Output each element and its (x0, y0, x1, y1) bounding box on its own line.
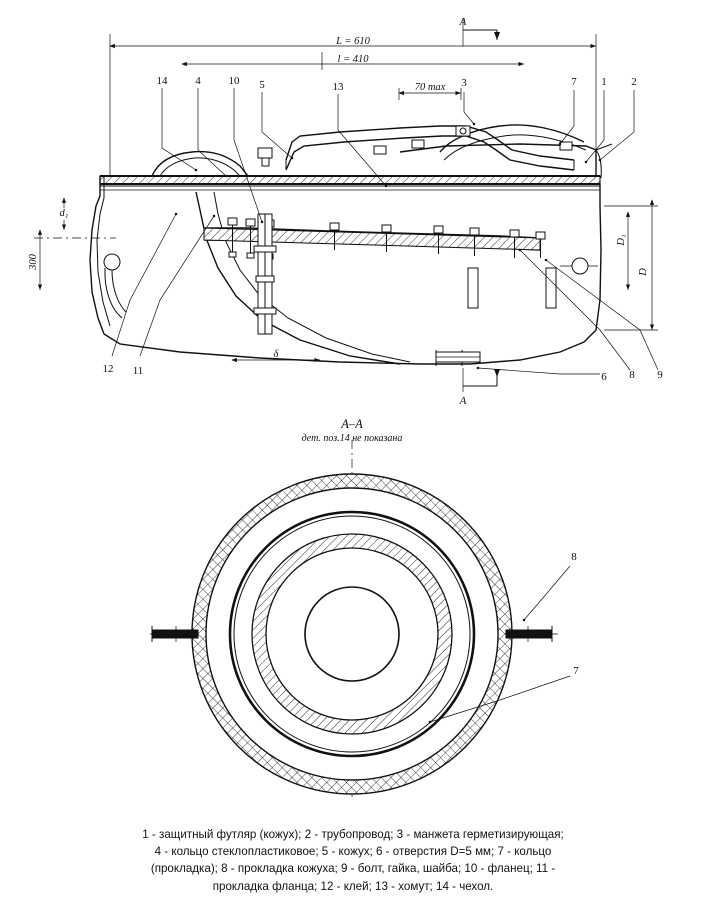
dimension-L-610 (110, 36, 596, 47)
left-ring-bosses (104, 254, 598, 318)
section-mark-bottom (459, 368, 497, 407)
section-AA-title: A–A (341, 417, 363, 431)
dim-70max-text: 70 max (414, 82, 446, 93)
callout-2: 2 (631, 76, 637, 88)
strap-bottom-edge (286, 136, 574, 170)
dimension-300 (232, 349, 320, 360)
dimension-delta-left (60, 198, 69, 230)
inner-cone-lower-2 (214, 192, 410, 362)
dim-delta-text: d₁ (59, 208, 69, 219)
cover-14 (152, 152, 248, 176)
dim-l-410-text: l = 410 (337, 54, 369, 65)
dim-D1-text: D₁ (616, 234, 627, 246)
cover-inner (160, 158, 240, 176)
leader-lines-top (162, 88, 634, 222)
callout-1: 1 (601, 76, 607, 88)
callout-4: 4 (195, 75, 201, 87)
dim-L-610-text: L = 610 (336, 36, 370, 47)
callout-3: 3 (461, 77, 467, 89)
callout-5: 5 (259, 79, 265, 91)
callout-8: 8 (629, 369, 635, 381)
dimension-l-410 (182, 54, 524, 65)
callout-10: 10 (228, 75, 240, 87)
section-mark-top (459, 16, 497, 40)
dimension-70-max (399, 82, 461, 100)
legend-block (58, 826, 648, 895)
bolt-stub-right (506, 626, 552, 642)
callout-7: 7 (571, 76, 577, 88)
dimension-D-right (604, 200, 658, 330)
legend-line-1: 1 - защитный футляр (кожух); 2 - трубопровод; 3 - манжета герметизирующая; (142, 828, 564, 841)
callout-11: 11 (132, 365, 144, 377)
bolt-stub-left (152, 626, 198, 642)
casing-end-cap (596, 150, 601, 178)
main-longitudinal-view (28, 16, 663, 407)
legend-line-2: 4 - кольцо стеклопластиковое; 5 - кожух; 6 - отверстия D=5 мм; 7 - кольцо (154, 845, 552, 859)
cover-outline (152, 152, 248, 176)
legend-line-3: (прокладка); 8 - прокладка кожуха; 9 - болт, гайка, шайба; 10 - фланец; 11 - (150, 862, 556, 876)
legend-line-4: прокладка фланца; 12 - клей; 13 - хомут; 14 - чехол. (212, 879, 494, 893)
lower-spacers (436, 268, 556, 366)
callout-14: 14 (156, 75, 168, 87)
callout-9: 9 (657, 369, 663, 381)
section-AA-view (150, 417, 579, 800)
callout-13: 13 (332, 81, 344, 93)
casing-outer-bottom (104, 184, 601, 364)
section-AA-subtitle: дет. поз.14 не показана (301, 433, 403, 444)
callout-6: 6 (601, 371, 607, 383)
section-label-A-bottom: A (459, 395, 467, 407)
callout-12: 12 (102, 363, 114, 375)
inner-cone-lower (196, 192, 400, 364)
dim-D-text: D (638, 268, 649, 276)
pipe-bore (305, 587, 399, 681)
pipe-wall-section-band (100, 176, 600, 190)
callout-section-7: 7 (573, 665, 579, 677)
dim-300-text: δ (273, 349, 279, 360)
callout-section-8: 8 (571, 551, 577, 563)
section-label-A-top: A (459, 16, 467, 28)
dimension-D1-right (616, 212, 628, 290)
dimension-d1-left (28, 230, 116, 290)
dim-d1-text: 300 (28, 254, 39, 270)
